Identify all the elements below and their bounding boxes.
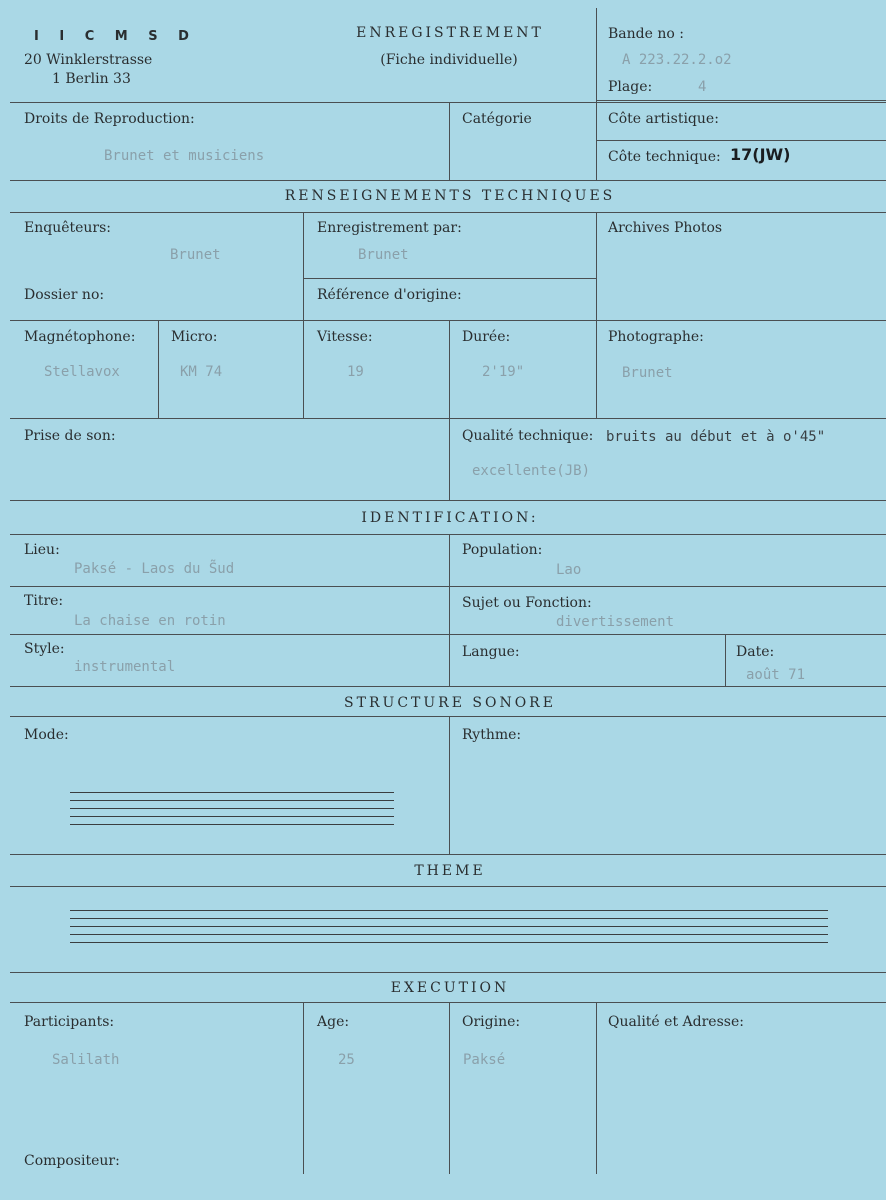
- micro-label: Micro:: [171, 329, 218, 345]
- cote-artistique-label: Côte artistique:: [608, 111, 719, 127]
- langue-label: Langue:: [462, 644, 520, 660]
- org-name: I I C M S D: [34, 29, 197, 44]
- bande-value: A 223.22.2.o2: [622, 52, 732, 68]
- population-label: Population:: [462, 542, 543, 558]
- vline-structure: [449, 716, 450, 854]
- rule-equipment-bottom: [10, 418, 886, 419]
- plage-value: 4: [698, 79, 707, 95]
- reference-label: Référence d'origine:: [317, 287, 462, 303]
- cote-technique-value: 17(JW): [730, 145, 791, 164]
- rule-rights-bottom: [10, 180, 886, 181]
- population-value: Lao: [556, 562, 582, 578]
- participants-label: Participants:: [24, 1014, 115, 1030]
- technical-section-title: RENSEIGNEMENTS TECHNIQUES: [284, 188, 616, 204]
- vline-age: [303, 1002, 304, 1174]
- origine-label: Origine:: [462, 1014, 521, 1030]
- photographe-label: Photographe:: [608, 329, 704, 345]
- categorie-label: Catégorie: [462, 111, 532, 127]
- enqueteurs-value: Brunet: [170, 247, 221, 263]
- date-value: août 71: [746, 667, 806, 683]
- rule-structure-title-bottom: [10, 716, 886, 717]
- form-subtitle: (Fiche individuelle): [380, 52, 518, 68]
- duree-label: Durée:: [462, 329, 511, 345]
- compositeur-label: Compositeur:: [24, 1153, 120, 1169]
- vline-date: [725, 634, 726, 686]
- participants-value: Salilath: [52, 1052, 120, 1068]
- sujet-value: divertissement: [556, 614, 675, 630]
- vline-categorie: [449, 102, 450, 180]
- structure-section-title: STRUCTURE SONORE: [344, 695, 556, 711]
- titre-label: Titre:: [24, 593, 64, 609]
- identification-section-title: IDENTIFICATION:: [361, 510, 539, 526]
- execution-section-title: EXECUTION: [390, 980, 510, 996]
- theme-section-title: THEME: [414, 863, 486, 879]
- vitesse-label: Vitesse:: [317, 329, 373, 345]
- enregistrement-par-label: Enregistrement par:: [317, 220, 462, 236]
- dossier-label: Dossier no:: [24, 287, 105, 303]
- vline-micro: [158, 320, 159, 418]
- rule-equipment-top: [10, 320, 886, 321]
- address-line1: 20 Winklerstrasse: [24, 52, 153, 68]
- rule-plage-top: [596, 100, 886, 101]
- bande-label: Bande no :: [608, 26, 684, 42]
- duree-value: 2'19": [482, 364, 525, 380]
- enregistrement-par-value: Brunet: [358, 247, 409, 263]
- magnetophone-label: Magnétophone:: [24, 329, 136, 345]
- prise-de-son-label: Prise de son:: [24, 428, 116, 444]
- vline-qualite-adresse: [596, 1002, 597, 1174]
- age-value: 25: [338, 1052, 355, 1068]
- rythme-label: Rythme:: [462, 727, 522, 743]
- vitesse-value: 19: [347, 364, 364, 380]
- qualite-technique-label: Qualité technique:: [462, 428, 594, 444]
- rule-technical-title-bottom: [10, 212, 886, 213]
- lieu-label: Lieu:: [24, 542, 60, 558]
- lieu-value: Paksé - Laos du S̃ud: [74, 561, 235, 577]
- style-label: Style:: [24, 641, 65, 657]
- vline-technical-mid: [303, 212, 304, 418]
- style-value: instrumental: [74, 659, 176, 675]
- plage-label: Plage:: [608, 79, 653, 95]
- sujet-label: Sujet ou Fonction:: [462, 595, 592, 611]
- rule-style-bottom: [10, 686, 886, 687]
- vline-technical-right: [596, 212, 597, 418]
- rule-lieu-bottom: [10, 586, 886, 587]
- archives-photos-label: Archives Photos: [608, 220, 723, 236]
- titre-value: La chaise en rotin: [74, 613, 226, 629]
- rule-structure-bottom: [10, 854, 886, 855]
- qualite-technique-value-line1: bruits au début et à o'45": [606, 429, 826, 445]
- micro-value: KM 74: [180, 364, 223, 380]
- mode-label: Mode:: [24, 727, 69, 743]
- rule-execution-title-bottom: [10, 1002, 886, 1003]
- rule-theme-title-bottom: [10, 886, 886, 887]
- vline-origine: [449, 1002, 450, 1174]
- date-label: Date:: [736, 644, 775, 660]
- rule-header-bottom: [10, 102, 886, 103]
- photographe-value: Brunet: [622, 365, 673, 381]
- rule-theme-bottom: [10, 972, 886, 973]
- age-label: Age:: [317, 1014, 350, 1030]
- vline-header-right: [596, 8, 597, 180]
- qualite-technique-value-line2: excellente(JB): [472, 463, 591, 479]
- qualite-adresse-label: Qualité et Adresse:: [608, 1014, 744, 1030]
- origine-value: Paksé: [463, 1052, 506, 1068]
- cote-technique-label: Côte technique:: [608, 149, 721, 165]
- form-title: ENREGISTREMENT: [356, 25, 544, 41]
- rule-identification-title-bottom: [10, 534, 886, 535]
- address-line2: 1 Berlin 33: [52, 71, 131, 87]
- rule-titre-bottom: [10, 634, 886, 635]
- enqueteurs-label: Enquêteurs:: [24, 220, 112, 236]
- vline-duree: [449, 320, 450, 418]
- magnetophone-value: Stellavox: [44, 364, 120, 380]
- rule-reference-top: [303, 278, 596, 279]
- rule-cote-divider: [596, 140, 886, 141]
- droits-value: Brunet et musiciens: [104, 148, 265, 164]
- vline-qualite: [449, 418, 450, 500]
- vline-identification: [449, 534, 450, 686]
- droits-label: Droits de Reproduction:: [24, 111, 195, 127]
- rule-identification-top: [10, 500, 886, 501]
